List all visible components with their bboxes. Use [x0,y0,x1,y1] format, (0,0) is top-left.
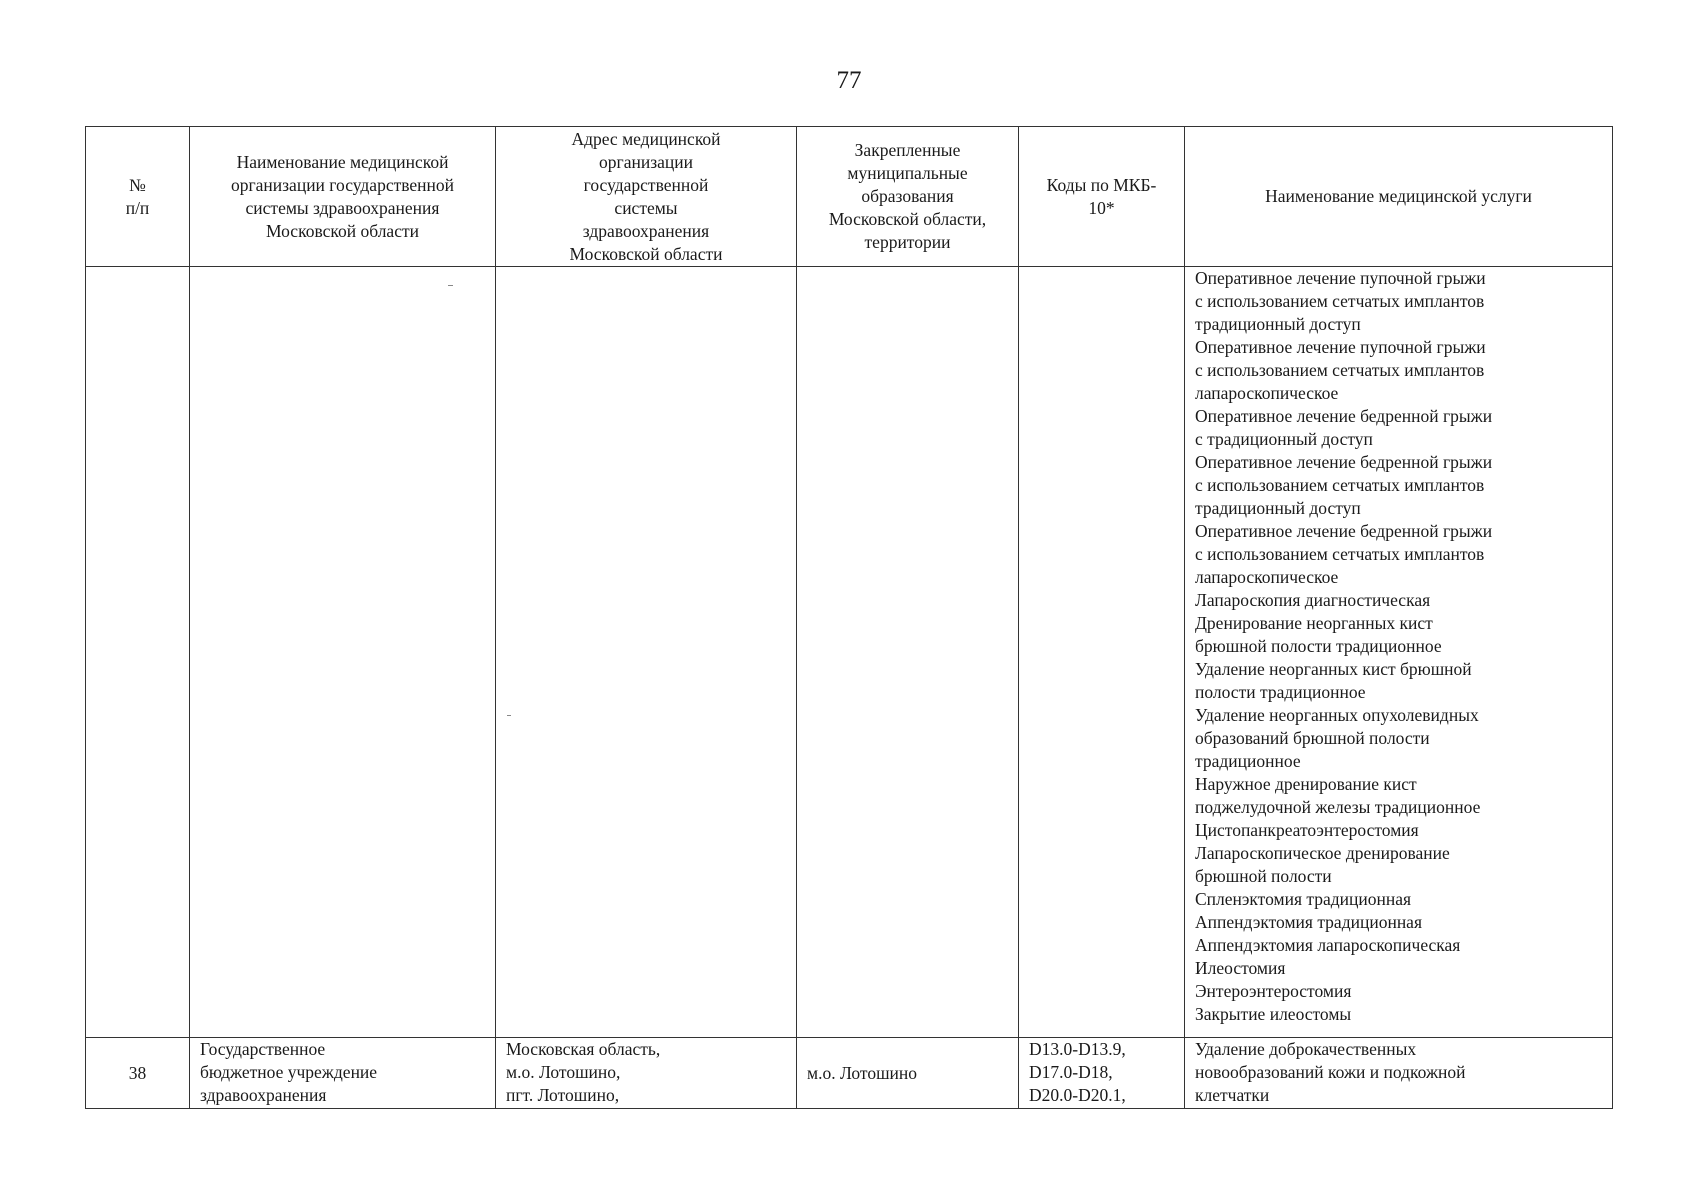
service-line: лапароскопическое [1195,567,1339,587]
service-line: Удаление неорганных кист брюшной [1195,659,1472,679]
header-service: Наименование медицинской услуги [1185,127,1613,267]
cell-municipal-empty [797,267,1019,1038]
table-header-row [86,127,1613,267]
service-line: Оперативное лечение пупочной грыжи [1195,268,1486,288]
cell-municipal: м.о. Лотошино [797,1038,1019,1109]
service-line: Цистопанкреатоэнтеростомия [1195,820,1419,840]
service-line: поджелудочной железы традиционное [1195,797,1481,817]
cell-address: Московская область, м.о. Лотошино, пгт. Лотошино, [496,1038,797,1109]
cell-num-empty [86,267,190,1038]
cell-org-name: Государственное бюджетное учреждение здравоохранения [190,1038,496,1109]
cell-services-list [1185,267,1613,1038]
service-line: брюшной полости традиционное [1195,636,1442,656]
cell-services: Удаление доброкачественных новообразований кожи и подкожной клетчатки [1185,1038,1613,1109]
service-line: лапароскопическое [1195,383,1339,403]
services-table [85,126,1613,1109]
cell-org-name-empty [190,267,496,1038]
service-line: Лапароскопическое дренирование [1195,843,1450,863]
service-line: Оперативное лечение бедренной грыжи [1195,521,1493,541]
service-line: Оперативное лечение пупочной грыжи [1195,337,1486,357]
service-line: Оперативное лечение бедренной грыжи [1195,452,1493,472]
service-line: с использованием сетчатых имплантов [1195,360,1485,380]
service-line: традиционный доступ [1195,314,1361,334]
service-line: Дренирование неорганных кист [1195,613,1433,633]
service-line: образований брюшной полости [1195,728,1430,748]
header-num: № п/п [86,127,190,267]
header-address: Адрес медицинской организации государственной системы здравоохранения Московской области [496,127,797,267]
service-line: с использованием сетчатых имплантов [1195,291,1485,311]
scan-speck [507,715,511,716]
scan-speck [448,285,453,286]
service-line: Аппендэктомия традиционная [1195,912,1422,932]
service-line: Спленэктомия традиционная [1195,889,1412,909]
cell-codes: D13.0-D13.9, D17.0-D18, D20.0-D20.1, [1019,1038,1185,1109]
service-line: Удаление неорганных опухолевидных [1195,705,1479,725]
service-line: традиционное [1195,751,1301,771]
cell-num: 38 [86,1038,190,1109]
header-org-name: Наименование медицинской организации государственной системы здравоохранения Московской области [190,127,496,267]
service-line: полости традиционное [1195,682,1366,702]
service-line: традиционный доступ [1195,498,1361,518]
service-line: Закрытие илеостомы [1195,1004,1352,1024]
cell-codes-empty [1019,267,1185,1038]
service-line: Аппендэктомия лапароскопическая [1195,935,1461,955]
page-number: 77 [836,67,862,94]
header-municipal: Закрепленные муниципальные образования Московской области, территории [797,127,1019,267]
service-line: с традиционный доступ [1195,429,1373,449]
table-row-38 [86,1038,1613,1109]
cell-address-empty [496,267,797,1038]
service-line: с использованием сетчатых имплантов [1195,475,1485,495]
service-line: Оперативное лечение бедренной грыжи [1195,406,1493,426]
service-line: Илеостомия [1195,958,1286,978]
service-line: Лапароскопия диагностическая [1195,590,1431,610]
service-line: с использованием сетчатых имплантов [1195,544,1485,564]
service-line: брюшной полости [1195,866,1332,886]
header-codes: Коды по МКБ- 10* [1019,127,1185,267]
service-line: Энтероэнтеростомия [1195,981,1352,1001]
service-line: Наружное дренирование кист [1195,774,1417,794]
table-row-continuation [86,267,1613,1038]
